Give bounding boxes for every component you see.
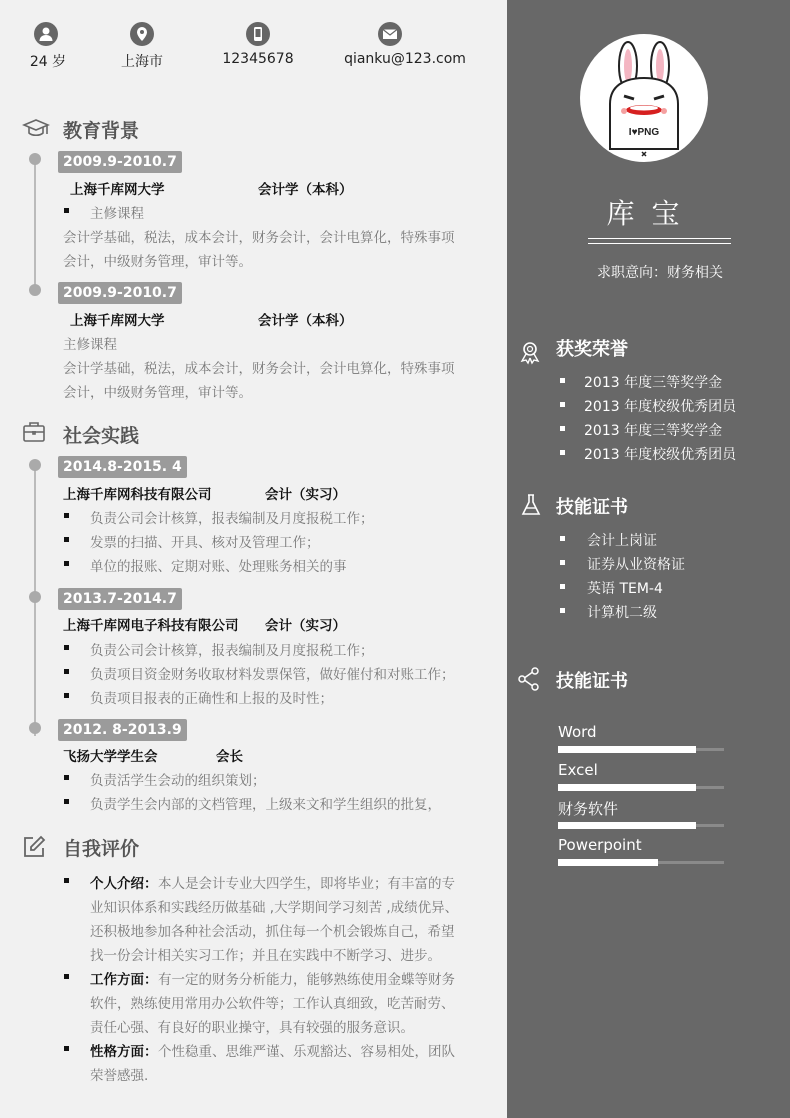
practice-item: 负责活学生会动的组织策划； — [90, 773, 266, 789]
self-line: 还积极地参加各种社会活动，抓住每一个机会锻炼自己，希望 — [90, 924, 455, 940]
practice-org: 上海千库网电子科技有限公司 — [63, 618, 239, 634]
edu-courses: 会计，中级财务管理，审计等。 — [63, 254, 252, 270]
bullet — [64, 799, 69, 804]
timeline-dot — [29, 284, 41, 296]
cert-item: 证券从业资格证 — [587, 557, 685, 573]
award-item: 2013 年度校级优秀团员 — [584, 399, 737, 415]
bullet — [560, 584, 565, 589]
cert-item: 会计上岗证 — [587, 533, 657, 549]
bullet — [560, 426, 565, 431]
skill-name: Excel — [558, 761, 598, 779]
profile-name: 库 宝 — [606, 197, 684, 230]
bullet — [64, 669, 69, 674]
phone-icon — [246, 22, 270, 46]
bullet — [560, 450, 565, 455]
self-line: 本人是会计专业大四学生，即将毕业；有丰富的专 — [158, 876, 455, 892]
self-line: 有一定的财务分析能力，能够熟练使用金蝶等财务 — [158, 972, 455, 988]
cert-item: 计算机二级 — [587, 605, 657, 621]
bullet — [560, 560, 565, 565]
practice-org: 飞扬大学学生会 — [63, 749, 158, 765]
edu-course-label: 主修课程 — [63, 337, 117, 353]
avatar-text: I♥PNG — [628, 127, 660, 138]
self-line: 个性稳重、思维严谨、乐观豁达、容易相处，团队 — [158, 1044, 455, 1060]
briefcase-icon — [22, 421, 46, 447]
contact-phone: 12345678 — [222, 51, 294, 67]
award-item: 2013 年度三等奖学金 — [584, 375, 723, 391]
bullet — [64, 693, 69, 698]
timeline-dot — [29, 591, 41, 603]
edu-school: 上海千库网大学 — [70, 313, 165, 329]
share-icon — [517, 667, 541, 695]
self-label: 工作方面： — [90, 972, 158, 988]
bullet — [64, 974, 69, 979]
person-icon — [34, 22, 58, 46]
bullet — [64, 775, 69, 780]
skill-bar-fill — [558, 822, 696, 829]
bullet — [64, 1046, 69, 1051]
practice-item: 单位的报账、定期对账、处理账务相关的事 — [90, 559, 347, 575]
bullet — [64, 561, 69, 566]
edu-school: 上海千库网大学 — [70, 182, 165, 198]
practice-date: 2014.8-2015. 4 — [58, 456, 187, 478]
practice-title: 社会实践 — [63, 425, 140, 447]
bullet — [64, 537, 69, 542]
skill-name: Powerpoint — [558, 836, 642, 854]
self-title: 自我评价 — [63, 838, 140, 860]
bullet — [560, 536, 565, 541]
skill-bar — [558, 786, 724, 789]
practice-item: 负责公司会计核算，报表编制及月度报税工作； — [90, 643, 374, 659]
skill-bar — [558, 824, 724, 827]
edu-courses: 会计学基础，税法，成本会计，财务会计，会计电算化，特殊事项 — [63, 230, 455, 246]
bullet — [64, 878, 69, 883]
self-line: 软件，熟练使用常用办公软件等；工作认真细致，吃苦耐劳、 — [90, 996, 455, 1012]
education-title: 教育背景 — [63, 120, 140, 142]
skill-bar — [558, 861, 724, 864]
contact-email: qianku@123.com — [344, 51, 466, 67]
practice-role: 会长 — [216, 749, 243, 765]
skill-bar-fill — [558, 859, 658, 866]
skill-bar-fill — [558, 746, 696, 753]
skill-bar — [558, 748, 724, 751]
timeline-line — [34, 158, 36, 288]
edu-major: 会计学（本科） — [258, 313, 353, 329]
skills-title: 技能证书 — [556, 671, 628, 692]
edu-date: 2009.9-2010.7 — [58, 151, 182, 173]
practice-org: 上海千库网科技有限公司 — [63, 487, 212, 503]
edu-course-label: 主修课程 — [90, 206, 144, 222]
email-icon — [378, 22, 402, 46]
practice-item: 负责项目资金财务收取材料发票保管，做好催付和对账工作； — [90, 667, 455, 683]
bullet — [560, 378, 565, 383]
skill-bar-fill — [558, 784, 696, 791]
practice-date: 2013.7-2014.7 — [58, 588, 182, 610]
practice-item: 负责项目报表的正确性和上报的及时性； — [90, 691, 333, 707]
skill-name: Word — [558, 723, 597, 741]
practice-role: 会计（实习） — [265, 618, 346, 634]
timeline-dot — [29, 459, 41, 471]
bullet — [560, 608, 565, 613]
edu-major: 会计学（本科） — [258, 182, 353, 198]
self-label: 个人介绍： — [90, 876, 158, 892]
self-line: 业知识体系和实践经历做基础 ,大学期间学习刻苦 ,成绩优异、 — [90, 900, 459, 916]
self-line: 责任心强、有良好的职业操守，具有较强的服务意识。 — [90, 1020, 414, 1036]
flask-icon — [520, 493, 542, 521]
cert-item: 英语 TEM-4 — [587, 581, 663, 597]
timeline-dot — [29, 722, 41, 734]
graduation-cap-icon — [22, 117, 50, 145]
practice-item: 负责公司会计核算，报表编制及月度报税工作； — [90, 511, 374, 527]
bullet — [560, 402, 565, 407]
skill-name: 财务软件 — [558, 800, 619, 818]
objective: 求职意向：财务相关 — [597, 265, 723, 281]
edu-courses: 会计，中级财务管理，审计等。 — [63, 385, 252, 401]
contact-city: 上海市 — [121, 54, 163, 70]
avatar — [580, 34, 708, 162]
self-line: 荣誉感强. — [90, 1068, 149, 1084]
awards-title: 获奖荣誉 — [556, 339, 628, 360]
award-item: 2013 年度校级优秀团员 — [584, 447, 737, 463]
award-item: 2013 年度三等奖学金 — [584, 423, 723, 439]
edu-courses: 会计学基础，税法，成本会计，财务会计，会计电算化，特殊事项 — [63, 361, 455, 377]
award-icon — [518, 339, 542, 369]
bullet — [64, 513, 69, 518]
timeline-dot — [29, 153, 41, 165]
practice-date: 2012. 8-2013.9 — [58, 719, 187, 741]
contact-age: 24 岁 — [29, 54, 67, 70]
location-icon — [130, 22, 154, 46]
practice-role: 会计（实习） — [265, 487, 346, 503]
certs-title: 技能证书 — [556, 497, 628, 518]
bullet — [64, 208, 69, 213]
bullet — [64, 645, 69, 650]
practice-item: 负责学生会内部的文档管理，上级来文和学生组织的批复， — [90, 797, 441, 813]
self-label: 性格方面： — [90, 1044, 158, 1060]
divider — [588, 238, 731, 239]
edu-date: 2009.9-2010.7 — [58, 282, 182, 304]
edit-icon — [22, 835, 46, 863]
divider — [588, 243, 731, 244]
practice-item: 发票的扫描、开具、核对及管理工作； — [90, 535, 320, 551]
self-line: 找一份会计相关实习工作；并且在实践中不断学习、进步。 — [90, 948, 441, 964]
